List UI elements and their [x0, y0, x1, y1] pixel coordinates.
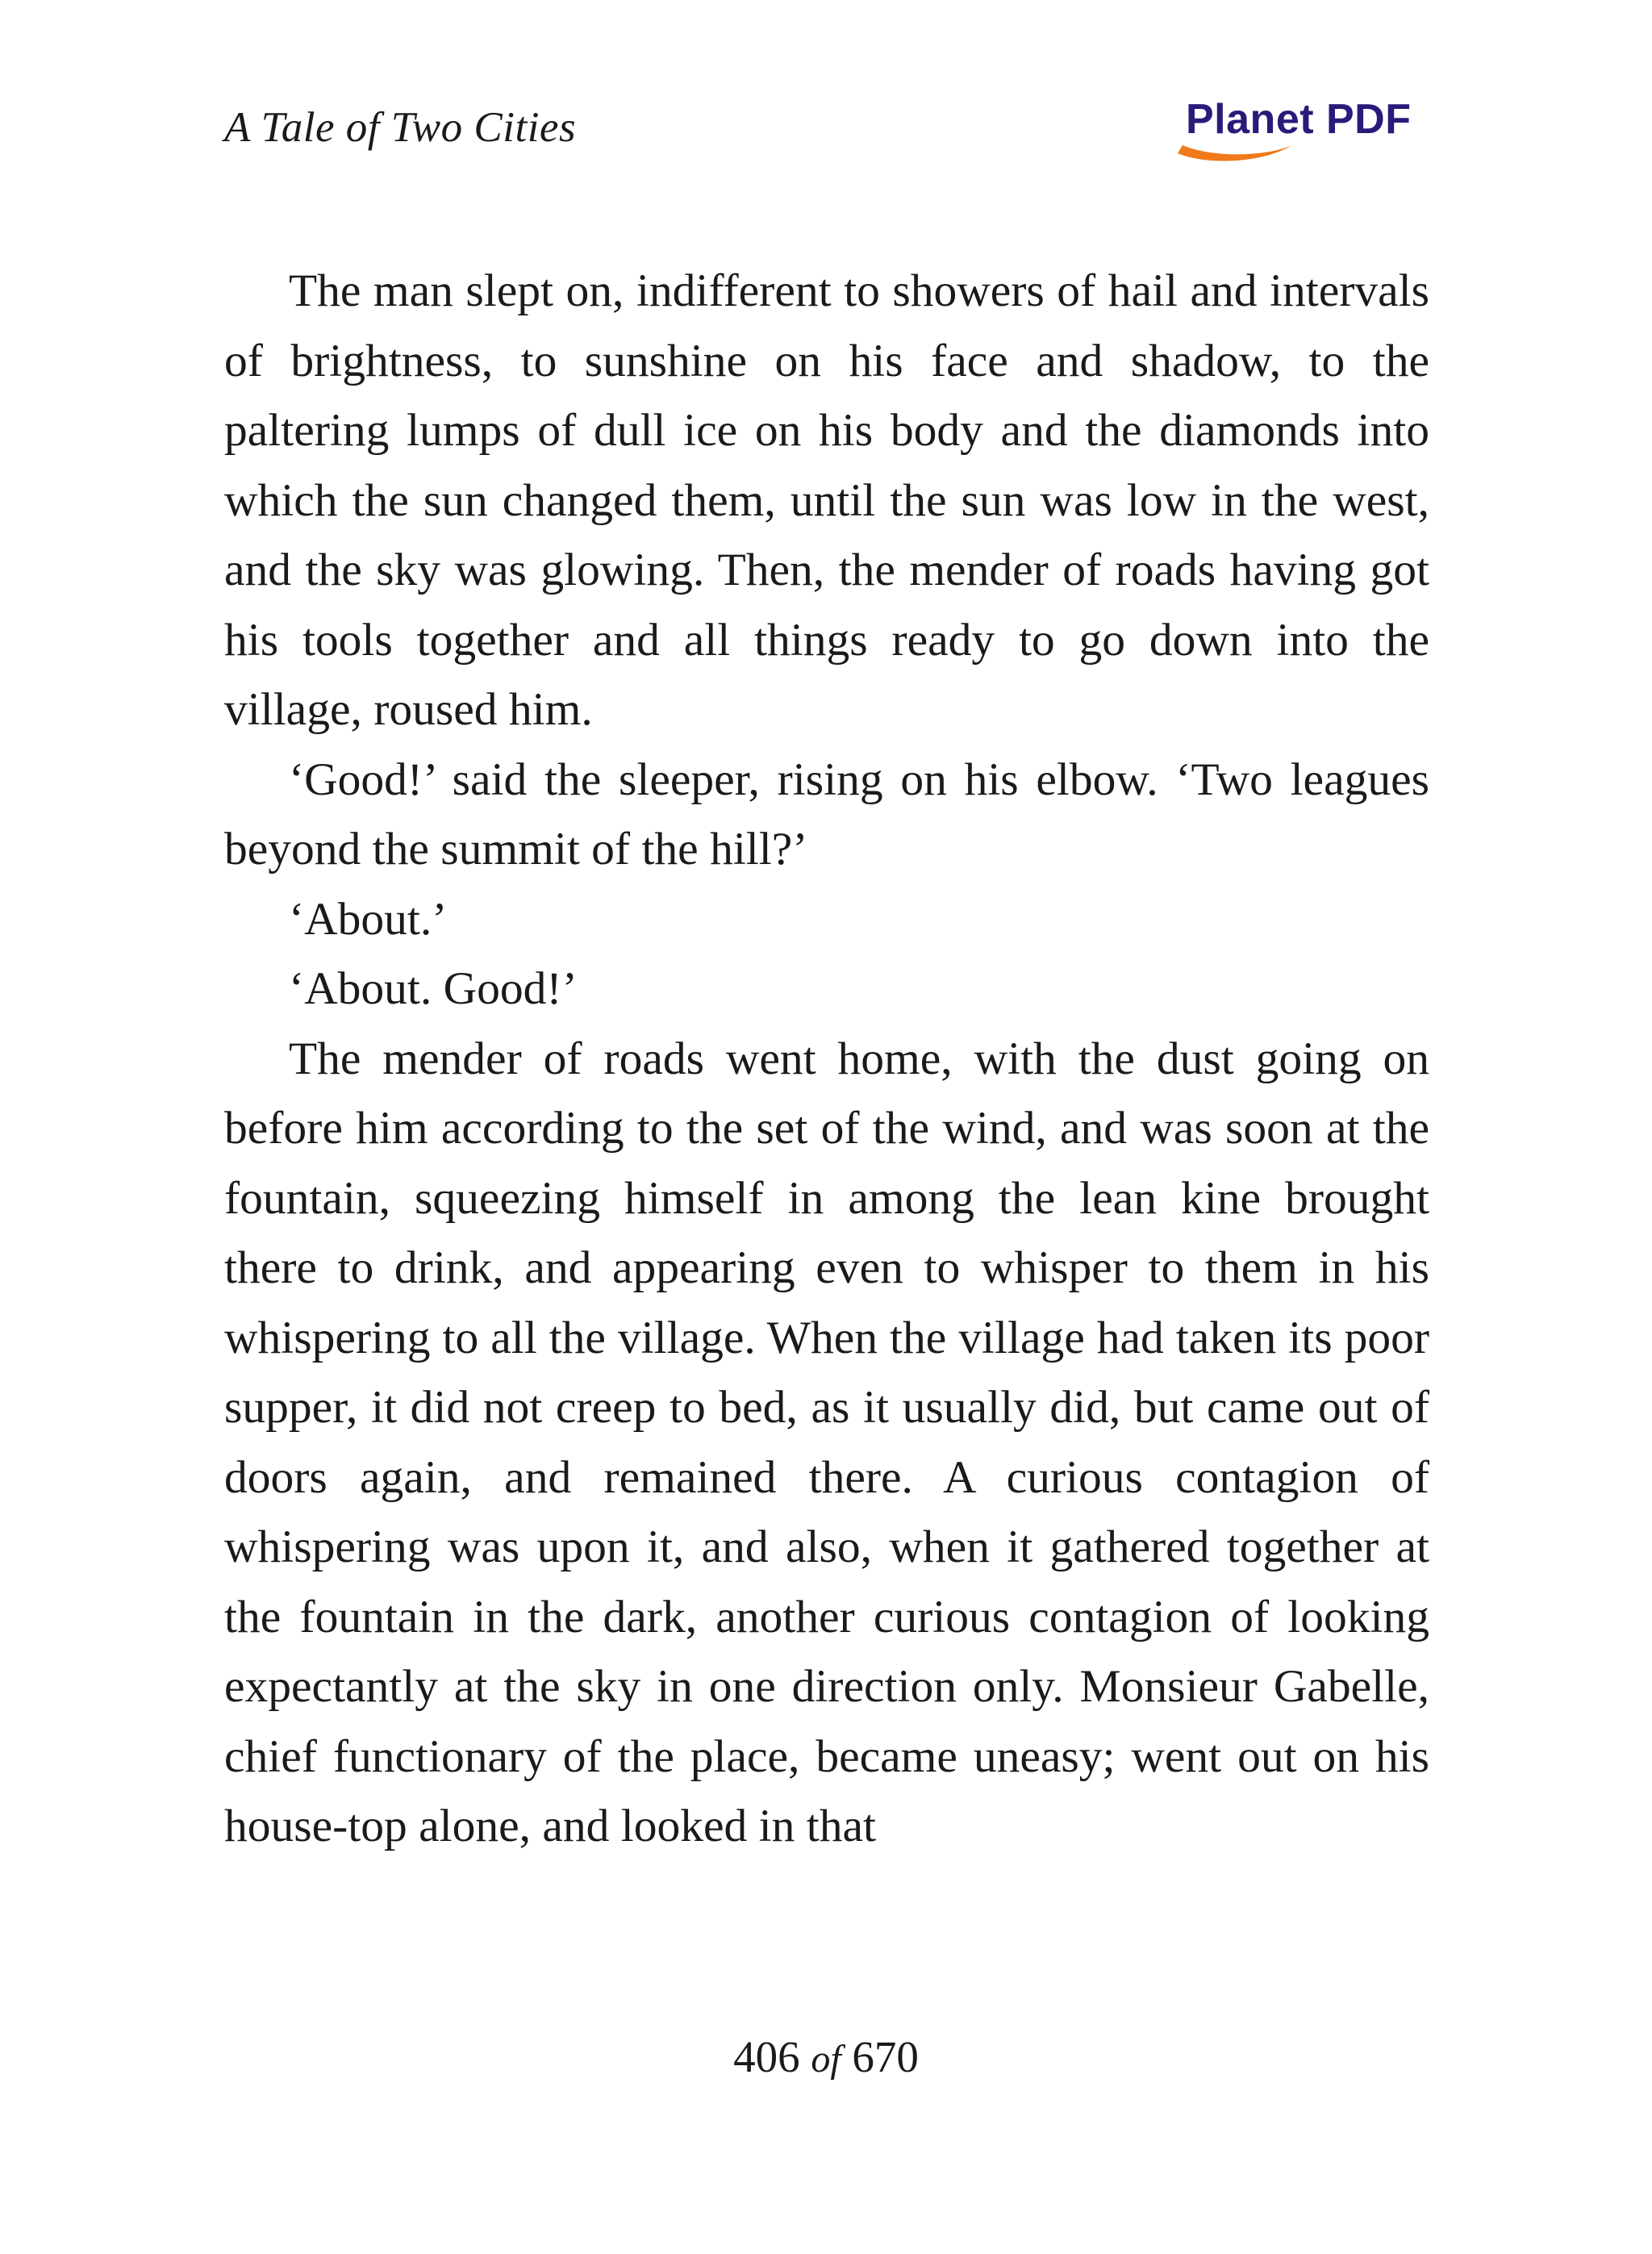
paragraph: The mender of roads went home, with the dust going on before him according to the set of the wind, and was soon at the fountain, squeezing himself in among the lean kine brought there to drink, and appearing even to whisper to them in his whispering to all the village. When the village had taken its poor supper, it did not creep to bed, as it usually did, but came out of doors again, and remained there. A curious contagion of whispering was upon it, and also, when it gathered together at the fountain in the dark, another curious contagion of looking expectantly at the sky in one direction only. Monsieur Gabelle, chief functionary of the place, became uneasy; went out on his house-top alone, and looked in that [224, 1033, 1429, 1851]
paragraph: The man slept on, indifferent to showers of hail and intervals of brightness, to sunshine on his face and shadow, to the paltering lumps of dull ice on his body and the diamonds into which the sun changed them, until the sun was low in the west, and the sky was glowing. Then, the mender of roads having got his tools together and all things ready to go down into the village, roused him. [224, 265, 1429, 735]
paragraph: ‘Good!’ said the sleeper, rising on his elbow. ‘Two leagues beyond the summit of the hill?’ [224, 753, 1429, 874]
of-label: of [811, 2038, 841, 2081]
page-body [224, 257, 1429, 1862]
paragraph: ‘About.’ [289, 893, 448, 945]
planet-pdf-logo [1171, 95, 1429, 168]
total-pages: 670 [852, 2032, 919, 2081]
running-title: A Tale of Two Cities [224, 104, 577, 151]
logo-text: Planet PDF [1186, 96, 1412, 143]
paragraph: ‘About. Good!’ [289, 963, 578, 1014]
page-number [0, 2031, 1652, 2082]
current-page: 406 [733, 2032, 800, 2081]
